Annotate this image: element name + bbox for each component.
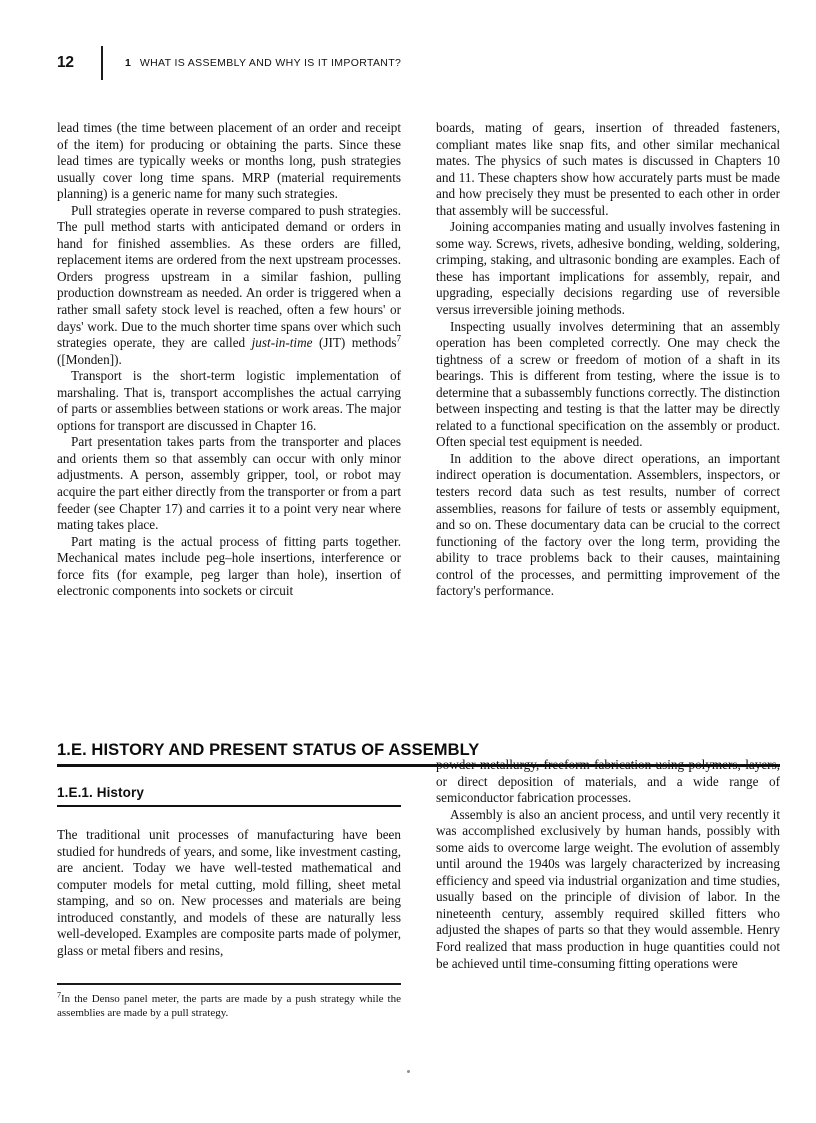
subsection-heading-rule: [57, 805, 401, 807]
scan-speck: [407, 1070, 410, 1073]
footnote-text: In the Denso panel meter, the parts are made by a push strategy while the assemblies are made by a pull strategy.: [57, 992, 401, 1019]
footnote-marker: 7: [396, 333, 401, 344]
footnote-block: [57, 983, 401, 1020]
header-divider-rule: [101, 46, 103, 80]
section-heading: 1.E. HISTORY AND PRESENT STATUS OF ASSEMBLY: [57, 741, 480, 759]
footnote-text-line: [57, 989, 401, 1020]
paragraph: Transport is the short-term logistic implementation of marshaling. That is, transport accomplishes the actual carrying of parts or assemblies between stations or work areas. The major options for transport are discussed in Chapter 16.: [57, 368, 401, 433]
paragraph-text: Pull strategies operate in reverse compared to push strategies. The pull method starts with anticipated demand or orders in hand for finished assemblies. As these orders are filled, replacement items are ordered from the next upstream processes. Orders progress upstream in a similar fashion, pulling production downstream as needed. An order is triggered when a rather small safety stock level is reached, often a few hours' or days' work. Due to the much shorter time spans over which such strategies operate, they are called: [57, 202, 401, 351]
paragraph: powder metallurgy, freeform fabrication using polymers, layers, or direct deposition of materials, and a wide range of semiconductor fabrication processes.: [436, 757, 780, 806]
paragraph: Inspecting usually involves determining that an assembly operation has been completed correctly. One may check the tightness of a screw or freedom of motion of a shaft in its bearings. This is different from testing, where the issue is to determine that a subassembly functions correctly. The distinction between inspecting and testing is that the latter may be directly related to a functional specification on the assembly or product. Often special test equipment is needed.: [436, 318, 780, 450]
subsection-heading-block: [57, 785, 401, 807]
top-right-column: [436, 120, 780, 600]
paragraph-citation: ([Monden]).: [57, 351, 122, 367]
paragraph: [57, 203, 401, 368]
top-left-column: [57, 120, 401, 600]
paragraph: Assembly is also an ancient process, and until very recently it was accomplished exclusively by human hands, possibly with some aids to overcome large weight. The evolution of assembly until around the 1940s was largely characterized by increasing efficiency and speed via industrial organization and time studies, usually based on the principle of division of labor. In the nineteenth century, assembly required skilled fitters who adjusted the shapes of parts so that they would assemble. Henry Ford realized that mass production in huge quantities could not be achieved until time-consuming fitting operations were: [436, 806, 780, 971]
paragraph: The traditional unit processes of manufacturing have been studied for hundreds of years, and some, like investment casting, are ancient. Today we have well-tested mathematical and computer models for metal cutting, mold filling, sheet metal stamping, and so on. New processes and materials are being introduced constantly, and models of these are naturally less well-developed. Examples are composite parts made of polymer, glass or metal fibers and resins,: [57, 827, 401, 958]
paragraph-text-tail: (JIT) methods: [312, 335, 397, 351]
paragraph: Part presentation takes parts from the transporter and places and orients them so that assembly can occur with only minor adjustments. A person, assembly gripper, tool, or robot may acquire the part either directly from the transporter or from a part feeder (see Chapter 17) and carries it to a point very near where mating takes place.: [57, 434, 401, 533]
subsection-heading: 1.E.1. History: [57, 785, 144, 800]
footnote-reference-marker: 7: [57, 989, 61, 999]
page-number: 12: [57, 54, 74, 71]
paragraph: Part mating is the actual process of fitting parts together. Mechanical mates include peg–hole insertions, interference or force fits (for example, peg larger than hole), insertion of electronic components into sockets or circuit: [57, 533, 401, 599]
paragraph: Joining accompanies mating and usually involves fastening in some way. Screws, rivets, adhesive bonding, welding, soldering, crimping, staking, and ultrasonic bonding are examples. Each of these has important implications for assembly, repair, and upgrading, especially decisions regarding use of reversible versus irreversible joining methods.: [436, 219, 780, 318]
paragraph: In addition to the above direct operations, an important indirect operation is documentation. Assemblers, inspectors, or testers record data such as test results, number of correct assemblies, reasons for failure of tests or assembly equipment, and so on. These documentary data can be crucial to the correct functioning of the factory over the long term, providing the ability to trace problems back to their causes, maintaining control of the processes, and permitting improvement of the factory's performance.: [436, 450, 780, 599]
term-just-in-time: just-in-time: [251, 335, 313, 351]
chapter-title: WHAT IS ASSEMBLY AND WHY IS IT IMPORTANT?: [139, 57, 402, 69]
paragraph: lead times (the time between placement of an order and receipt of the item) for producing or obtaining the parts. Since these lead times are typically weeks or months long, push strategies usually cover long time spans. MRP (material requirements planning) is a generic name for many such strategies.: [57, 120, 401, 202]
running-header: [57, 46, 780, 80]
footnote-separator-rule: [57, 983, 401, 985]
top-body-columns: [57, 120, 780, 600]
bottom-right-column: [436, 757, 780, 972]
chapter-number: 1: [125, 57, 131, 69]
paragraph: boards, mating of gears, insertion of threaded fasteners, compliant mates like snap fits, and other similar mechanical mates. The physics of such mates is discussed in Chapters 10 and 11. These chapters show how accurately parts must be made and how precisely they must be presented to each other in order that assembly will be successful.: [436, 120, 780, 218]
bottom-left-column: [57, 827, 401, 959]
